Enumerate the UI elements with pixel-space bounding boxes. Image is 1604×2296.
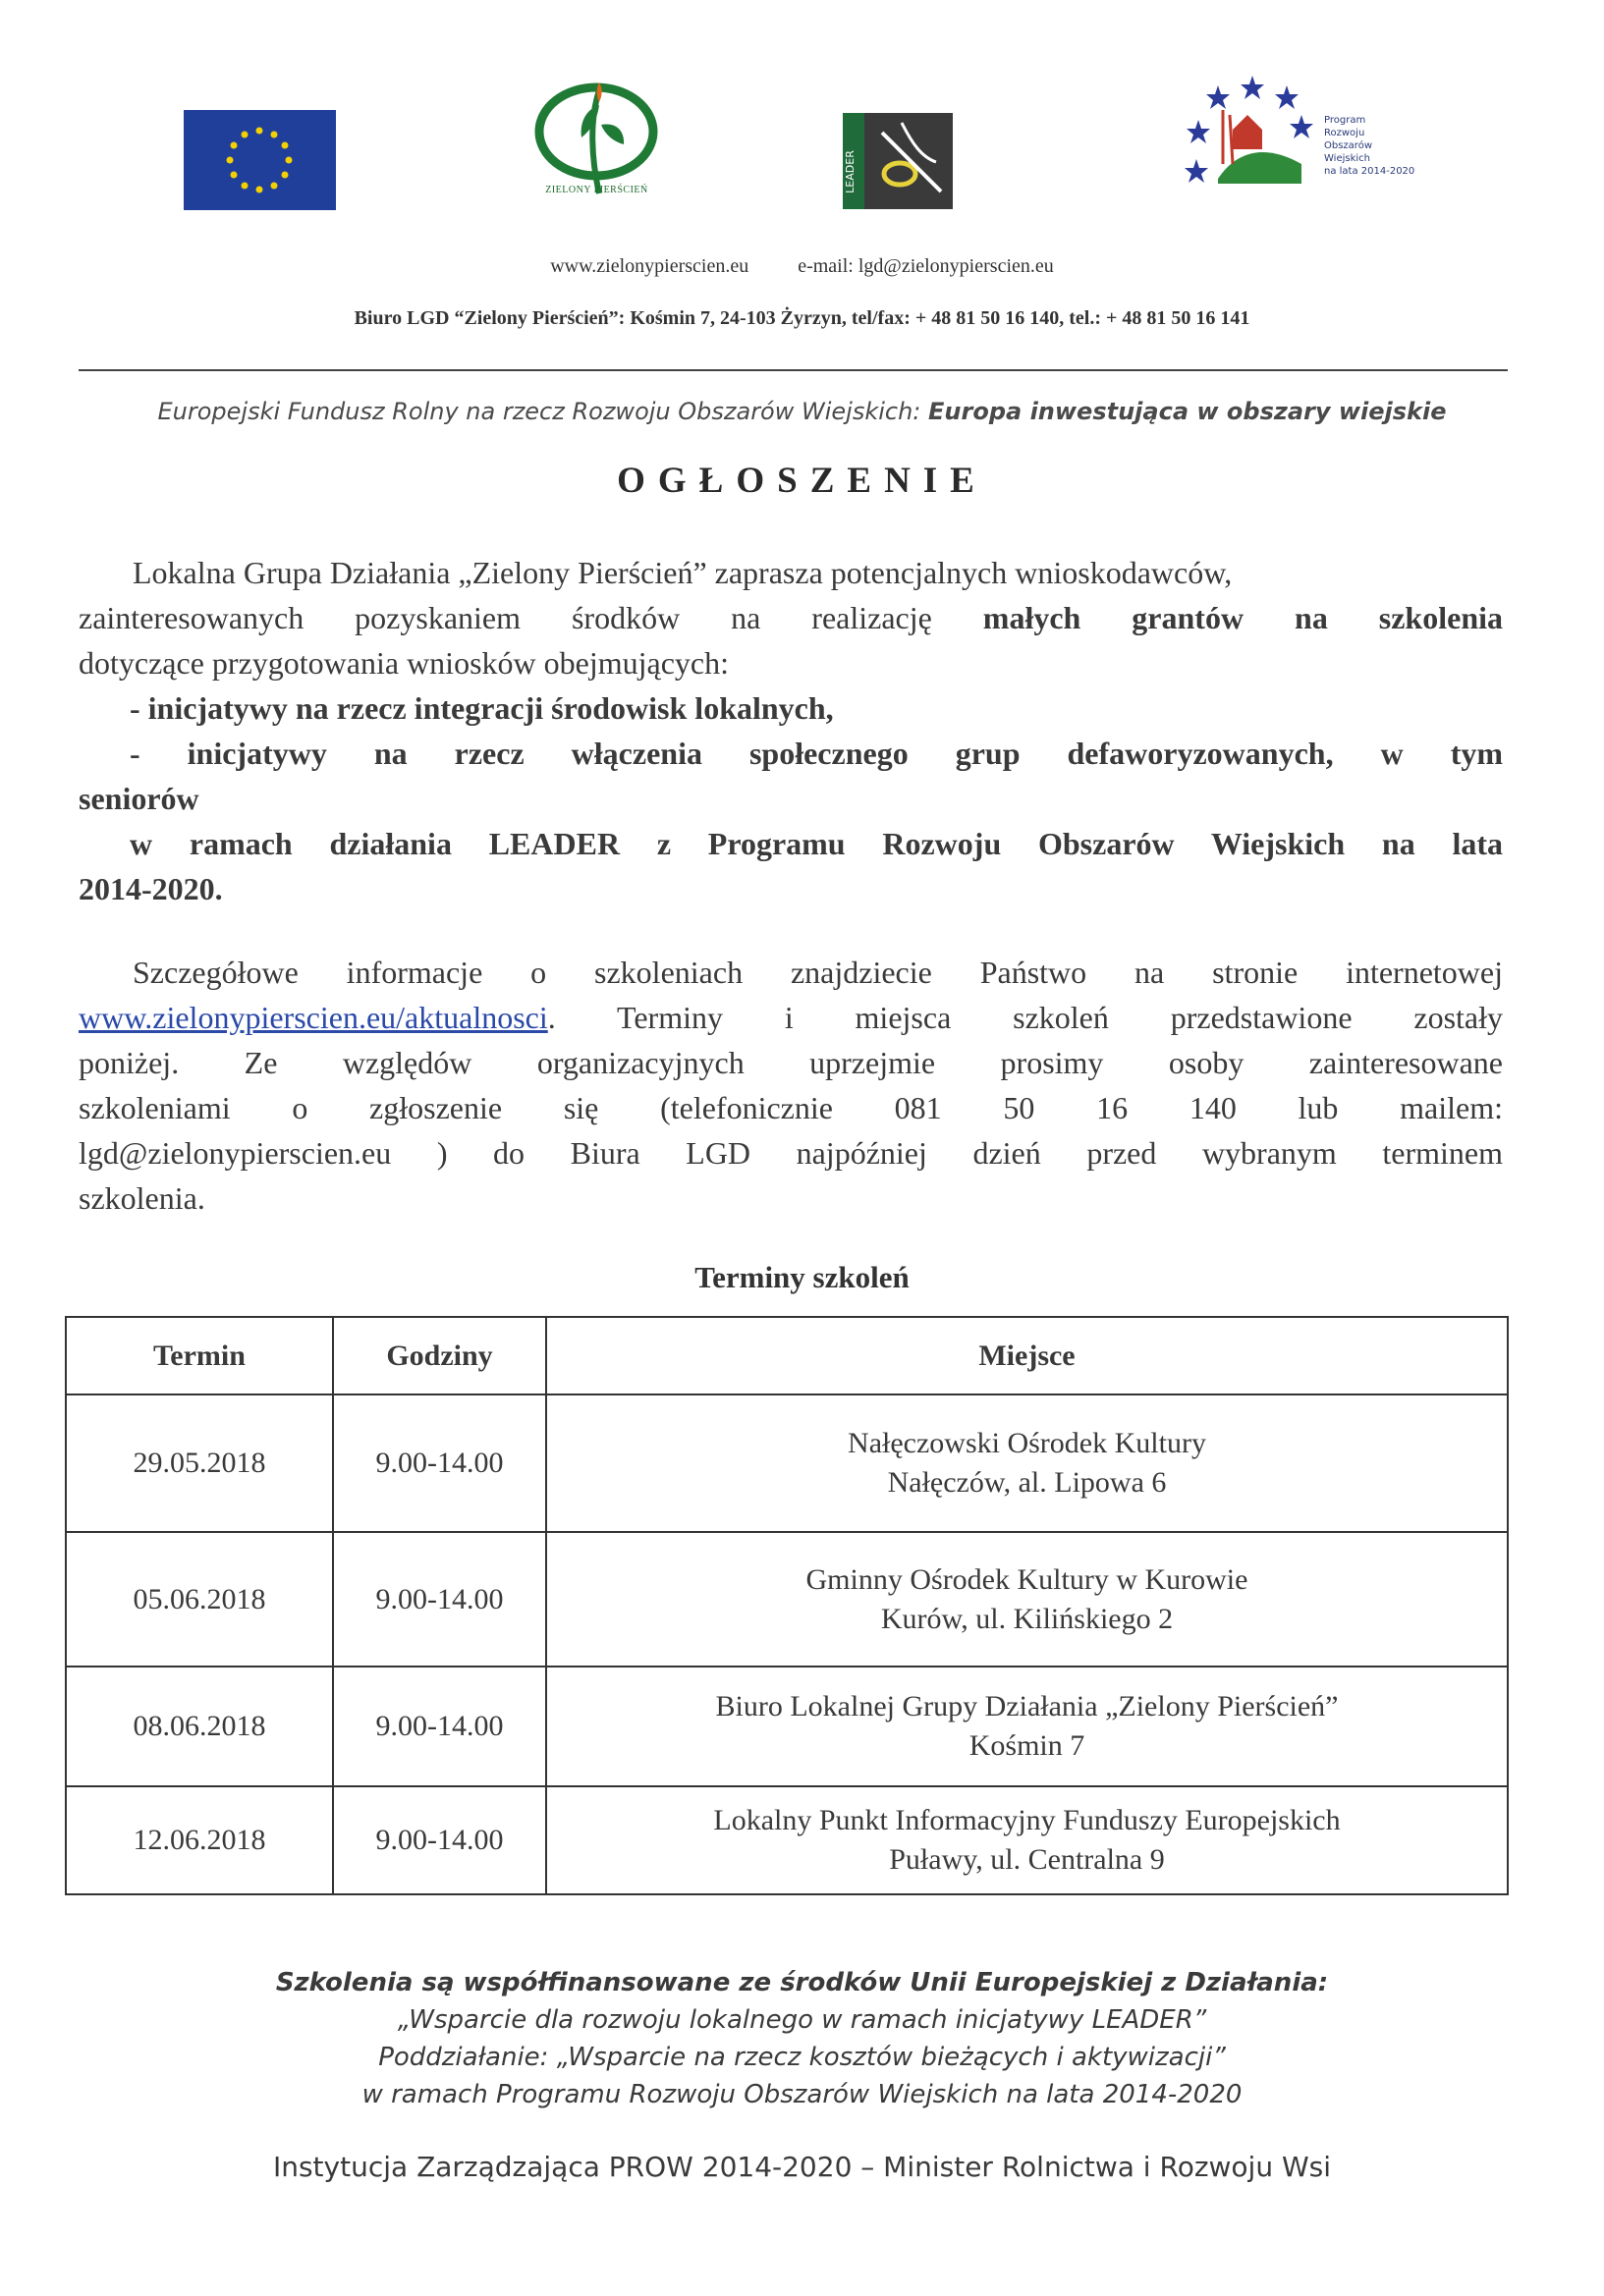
intro-line-3: dotyczące przygotowania wniosków obejmujących: bbox=[79, 645, 729, 681]
efrr-slogan: Europa inwestująca w obszary wiejskie bbox=[928, 398, 1447, 425]
website-text: www.zielonypierscien.eu bbox=[550, 255, 749, 277]
details-line-2-rest: . Terminy i miejsca szkoleń przedstawione zostały bbox=[547, 1000, 1503, 1035]
funding-line-2: „Wsparcie dla rozwoju lokalnego w ramach inicjatywy LEADER” bbox=[397, 2005, 1207, 2035]
cell-date: 29.05.2018 bbox=[66, 1394, 333, 1532]
funding-note bbox=[0, 1964, 1604, 2113]
prow-text-line: Obszarów bbox=[1324, 140, 1372, 151]
cell-hours: 9.00-14.00 bbox=[333, 1667, 546, 1786]
intro-grants-highlight: małych grantów na szkolenia bbox=[982, 600, 1503, 635]
prow-text-line: na lata 2014-2020 bbox=[1324, 166, 1415, 177]
eu-flag-logo bbox=[184, 110, 336, 210]
table-row bbox=[66, 1532, 1508, 1667]
leader-label: LEADER bbox=[844, 150, 857, 193]
efrr-line bbox=[0, 398, 1604, 425]
email-text: e-mail: lgd@zielonypierscien.eu bbox=[798, 255, 1054, 277]
leader-programme-line: w ramach działania LEADER z Programu Rozwoju Obszarów Wiejskich na lata bbox=[130, 826, 1503, 861]
details-line-6: szkolenia. bbox=[79, 1180, 205, 1216]
table-row bbox=[66, 1394, 1508, 1532]
zielony-pierscien-logo bbox=[530, 71, 663, 203]
details-line-4: szkoleniami o zgłoszenie się (telefonicznie 081 50 16 140 lub mailem: bbox=[79, 1090, 1503, 1125]
table-row bbox=[66, 1786, 1508, 1894]
cell-hours: 9.00-14.00 bbox=[333, 1786, 546, 1894]
details-line-2 bbox=[79, 995, 1503, 1040]
bullet-inclusion-cont: seniorów bbox=[79, 781, 199, 816]
schedule-caption: Terminy szkoleń bbox=[694, 1260, 910, 1294]
office-address: Biuro LGD “Zielony Pierścień”: Kośmin 7, 24-103 Żyrzyn, tel/fax: + 48 81 50 16 140, tel.: + 48 81 50 16 141 bbox=[354, 307, 1250, 329]
intro-line-2 bbox=[79, 595, 1503, 640]
page-title: OGŁOSZENIE bbox=[617, 461, 987, 501]
news-link[interactable]: www.zielonypierscien.eu/aktualnosci bbox=[79, 1000, 548, 1035]
leader-programme-years: 2014-2020. bbox=[79, 871, 223, 906]
prow-logo-text bbox=[1324, 114, 1414, 178]
cell-hours: 9.00-14.00 bbox=[333, 1394, 546, 1532]
header-divider bbox=[79, 369, 1508, 371]
cell-date: 05.06.2018 bbox=[66, 1532, 333, 1667]
funding-line-3: Poddziałanie: „Wsparcie na rzecz kosztów bieżących i aktywizacji” bbox=[378, 2043, 1226, 2072]
schedule-table bbox=[65, 1316, 1509, 1895]
place-address: Nałęczów, al. Lipowa 6 bbox=[887, 1466, 1167, 1499]
place-name: Gminny Ośrodek Kultury w Kurowie bbox=[805, 1562, 1248, 1596]
header-godziny: Godziny bbox=[333, 1317, 546, 1394]
table-row bbox=[66, 1667, 1508, 1786]
prow-text-line: Program bbox=[1324, 115, 1366, 126]
cell-place bbox=[546, 1394, 1508, 1532]
bullet-inclusion: - inicjatywy na rzecz włączenia społecznego grup defaworyzowanych, w tym bbox=[130, 736, 1503, 771]
cell-hours: 9.00-14.00 bbox=[333, 1532, 546, 1667]
header-termin: Termin bbox=[66, 1317, 333, 1394]
funding-line-1: Szkolenia są współfinansowane ze środków Unii Europejskiej z Działania: bbox=[275, 1968, 1329, 1997]
cell-place bbox=[546, 1667, 1508, 1786]
efrr-text: Europejski Fundusz Rolny na rzecz Rozwoju Obszarów Wiejskich: bbox=[157, 398, 921, 425]
place-address: Kośmin 7 bbox=[968, 1729, 1085, 1762]
cell-date: 08.06.2018 bbox=[66, 1667, 333, 1786]
zielony-pierscien-caption: ZIELONY PIERŚCIEŃ bbox=[545, 185, 648, 195]
table-header-row bbox=[66, 1317, 1508, 1394]
prow-text-line: Wiejskich bbox=[1324, 153, 1370, 164]
intro-line-1: Lokalna Grupa Działania „Zielony Pierścień” zaprasza potencjalnych wnioskodawców, bbox=[133, 555, 1233, 590]
managing-institution: Instytucja Zarządzająca PROW 2014-2020 – Minister Rolnictwa i Rozwoju Wsi bbox=[272, 2151, 1332, 2183]
details-line-5: lgd@zielonypierscien.eu ) do Biura LGD najpóźniej dzień przed wybranym terminem bbox=[79, 1135, 1503, 1171]
place-address: Kurów, ul. Kilińskiego 2 bbox=[880, 1602, 1174, 1635]
leader-logo bbox=[843, 113, 953, 209]
details-line-1: Szczegółowe informacje o szkoleniach znajdziecie Państwo na stronie internetowej bbox=[133, 955, 1503, 990]
place-address: Puławy, ul. Centralna 9 bbox=[889, 1843, 1165, 1876]
details-line-3: poniżej. Ze względów organizacyjnych uprzejmie prosimy osoby zainteresowane bbox=[79, 1045, 1503, 1080]
cell-place bbox=[546, 1532, 1508, 1667]
eu-stars-icon bbox=[184, 110, 336, 210]
header-miejsce: Miejsce bbox=[546, 1317, 1508, 1394]
cell-date: 12.06.2018 bbox=[66, 1786, 333, 1894]
funding-line-4: w ramach Programu Rozwoju Obszarów Wiejskich na lata 2014-2020 bbox=[361, 2080, 1243, 2109]
cell-place bbox=[546, 1786, 1508, 1894]
intro-line-2-text: zainteresowanych pozyskaniem środków na realizację bbox=[79, 600, 932, 635]
prow-text-line: Rozwoju bbox=[1324, 128, 1365, 138]
place-name: Biuro Lokalnej Grupy Działania „Zielony Pierścień” bbox=[715, 1690, 1339, 1722]
bullet-integration: - inicjatywy na rzecz integracji środowisk lokalnych, bbox=[130, 690, 834, 726]
place-name: Lokalny Punkt Informacyjny Funduszy Europejskich bbox=[713, 1804, 1341, 1836]
place-name: Nałęczowski Ośrodek Kultury bbox=[848, 1427, 1206, 1459]
contact-line bbox=[0, 255, 1604, 278]
